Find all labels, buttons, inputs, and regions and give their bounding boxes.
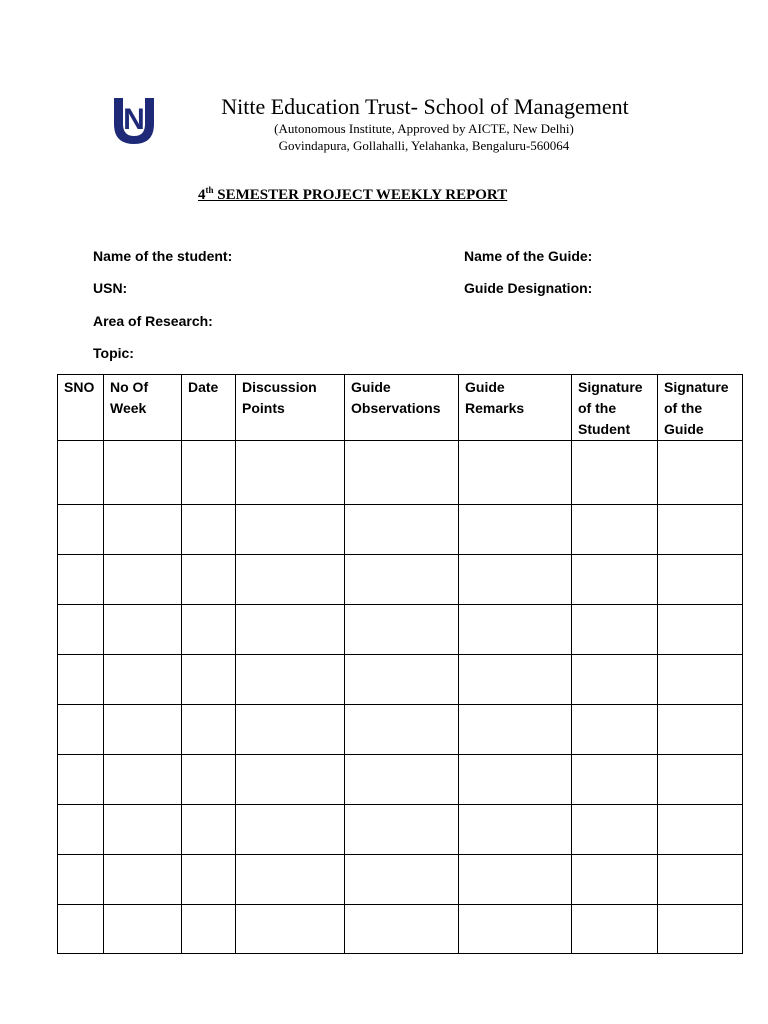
area-of-research-label: Area of Research: xyxy=(93,313,213,329)
table-header-row xyxy=(58,375,743,441)
usn-label: USN: xyxy=(93,280,128,296)
table-row xyxy=(58,855,743,905)
table-cell[interactable] xyxy=(104,505,182,555)
table-cell[interactable] xyxy=(182,705,236,755)
institution-subtitle: (Autonomous Institute, Approved by AICTE, New Delhi) xyxy=(274,121,574,136)
table-cell[interactable] xyxy=(236,805,345,855)
table-cell[interactable] xyxy=(104,805,182,855)
table-cell[interactable] xyxy=(345,555,459,605)
title-text: SEMESTER PROJECT WEEKLY REPORT xyxy=(213,187,508,203)
table-cell[interactable] xyxy=(345,755,459,805)
table-cell[interactable] xyxy=(182,805,236,855)
table-cell[interactable] xyxy=(182,855,236,905)
table-cell[interactable] xyxy=(459,441,572,505)
table-cell[interactable] xyxy=(459,555,572,605)
table-cell[interactable] xyxy=(182,655,236,705)
table-cell[interactable] xyxy=(236,605,345,655)
table-cell[interactable] xyxy=(658,605,743,655)
table-cell[interactable] xyxy=(658,905,743,954)
table-row xyxy=(58,441,743,505)
table-cell[interactable] xyxy=(104,441,182,505)
col-header-discussion: Discussion Points xyxy=(236,375,345,441)
table-cell[interactable] xyxy=(58,855,104,905)
table-cell[interactable] xyxy=(104,655,182,705)
table-cell[interactable] xyxy=(236,755,345,805)
table-cell[interactable] xyxy=(572,855,658,905)
table-cell[interactable] xyxy=(459,655,572,705)
logo-letter: N xyxy=(123,103,145,136)
table-cell[interactable] xyxy=(658,855,743,905)
guide-name-label: Name of the Guide: xyxy=(464,248,593,264)
table-cell[interactable] xyxy=(104,855,182,905)
table-cell[interactable] xyxy=(58,655,104,705)
table-cell[interactable] xyxy=(459,705,572,755)
table-cell[interactable] xyxy=(104,605,182,655)
table-cell[interactable] xyxy=(459,905,572,954)
table-cell[interactable] xyxy=(104,755,182,805)
table-cell[interactable] xyxy=(572,755,658,805)
table-cell[interactable] xyxy=(58,905,104,954)
institution-address: Govindapura, Gollahalli, Yelahanka, Bengaluru-560064 xyxy=(278,138,570,153)
table-cell[interactable] xyxy=(572,605,658,655)
table-cell[interactable] xyxy=(236,441,345,505)
table-row xyxy=(58,555,743,605)
table-row xyxy=(58,905,743,954)
col-header-sno: SNO xyxy=(58,375,104,441)
table-cell[interactable] xyxy=(572,441,658,505)
table-cell[interactable] xyxy=(236,555,345,605)
table-cell[interactable] xyxy=(658,805,743,855)
table-cell[interactable] xyxy=(572,555,658,605)
table-cell[interactable] xyxy=(572,705,658,755)
table-cell[interactable] xyxy=(658,705,743,755)
table-cell[interactable] xyxy=(345,505,459,555)
table-cell[interactable] xyxy=(459,755,572,805)
table-cell[interactable] xyxy=(345,441,459,505)
table-cell[interactable] xyxy=(58,705,104,755)
table-cell[interactable] xyxy=(572,655,658,705)
col-header-remarks: Guide Remarks xyxy=(459,375,572,441)
table-body xyxy=(58,441,743,954)
table-cell[interactable] xyxy=(459,505,572,555)
table-cell[interactable] xyxy=(236,855,345,905)
table-cell[interactable] xyxy=(58,555,104,605)
student-name-label: Name of the student: xyxy=(93,248,233,264)
table-row xyxy=(58,605,743,655)
table-cell[interactable] xyxy=(658,505,743,555)
table-cell[interactable] xyxy=(658,555,743,605)
col-header-date: Date xyxy=(182,375,236,441)
table-cell[interactable] xyxy=(182,441,236,505)
col-header-week: No Of Week xyxy=(104,375,182,441)
report-title xyxy=(198,185,507,204)
table-cell[interactable] xyxy=(104,705,182,755)
guide-designation-label: Guide Designation: xyxy=(464,280,593,296)
table-cell[interactable] xyxy=(58,505,104,555)
table-cell[interactable] xyxy=(182,755,236,805)
table-row xyxy=(58,705,743,755)
table-row xyxy=(58,755,743,805)
table-cell[interactable] xyxy=(572,805,658,855)
table-cell[interactable] xyxy=(345,805,459,855)
title-number: 4 xyxy=(198,187,206,203)
table-row xyxy=(58,805,743,855)
table-cell[interactable] xyxy=(58,605,104,655)
table-cell[interactable] xyxy=(182,605,236,655)
table-cell[interactable] xyxy=(236,655,345,705)
table-cell[interactable] xyxy=(658,655,743,705)
weekly-report-table xyxy=(57,374,743,954)
table-cell[interactable] xyxy=(58,805,104,855)
col-header-guide-signature: Signature of the Guide xyxy=(658,375,743,441)
table-cell[interactable] xyxy=(572,905,658,954)
table-cell[interactable] xyxy=(572,505,658,555)
table-cell[interactable] xyxy=(182,555,236,605)
table-cell[interactable] xyxy=(58,755,104,805)
table-cell[interactable] xyxy=(459,805,572,855)
table-cell[interactable] xyxy=(658,441,743,505)
table-cell[interactable] xyxy=(345,705,459,755)
topic-label: Topic: xyxy=(93,345,134,361)
table-cell[interactable] xyxy=(104,555,182,605)
table-cell[interactable] xyxy=(459,855,572,905)
table-cell[interactable] xyxy=(58,441,104,505)
col-header-student-signature: Signature of the Student xyxy=(572,375,658,441)
table-cell[interactable] xyxy=(104,905,182,954)
title-superscript: th xyxy=(205,185,214,195)
table-cell[interactable] xyxy=(236,905,345,954)
table-cell[interactable] xyxy=(459,605,572,655)
table-cell[interactable] xyxy=(345,605,459,655)
table-cell[interactable] xyxy=(236,705,345,755)
table-cell[interactable] xyxy=(182,505,236,555)
table-cell[interactable] xyxy=(345,905,459,954)
table-row xyxy=(58,505,743,555)
table-cell[interactable] xyxy=(236,505,345,555)
table-cell[interactable] xyxy=(345,655,459,705)
table-row xyxy=(58,655,743,705)
table-cell[interactable] xyxy=(182,905,236,954)
institution-name: Nitte Education Trust- School of Management xyxy=(221,94,629,119)
table-cell[interactable] xyxy=(658,755,743,805)
col-header-observations: Guide Observations xyxy=(345,375,459,441)
table-cell[interactable] xyxy=(345,855,459,905)
